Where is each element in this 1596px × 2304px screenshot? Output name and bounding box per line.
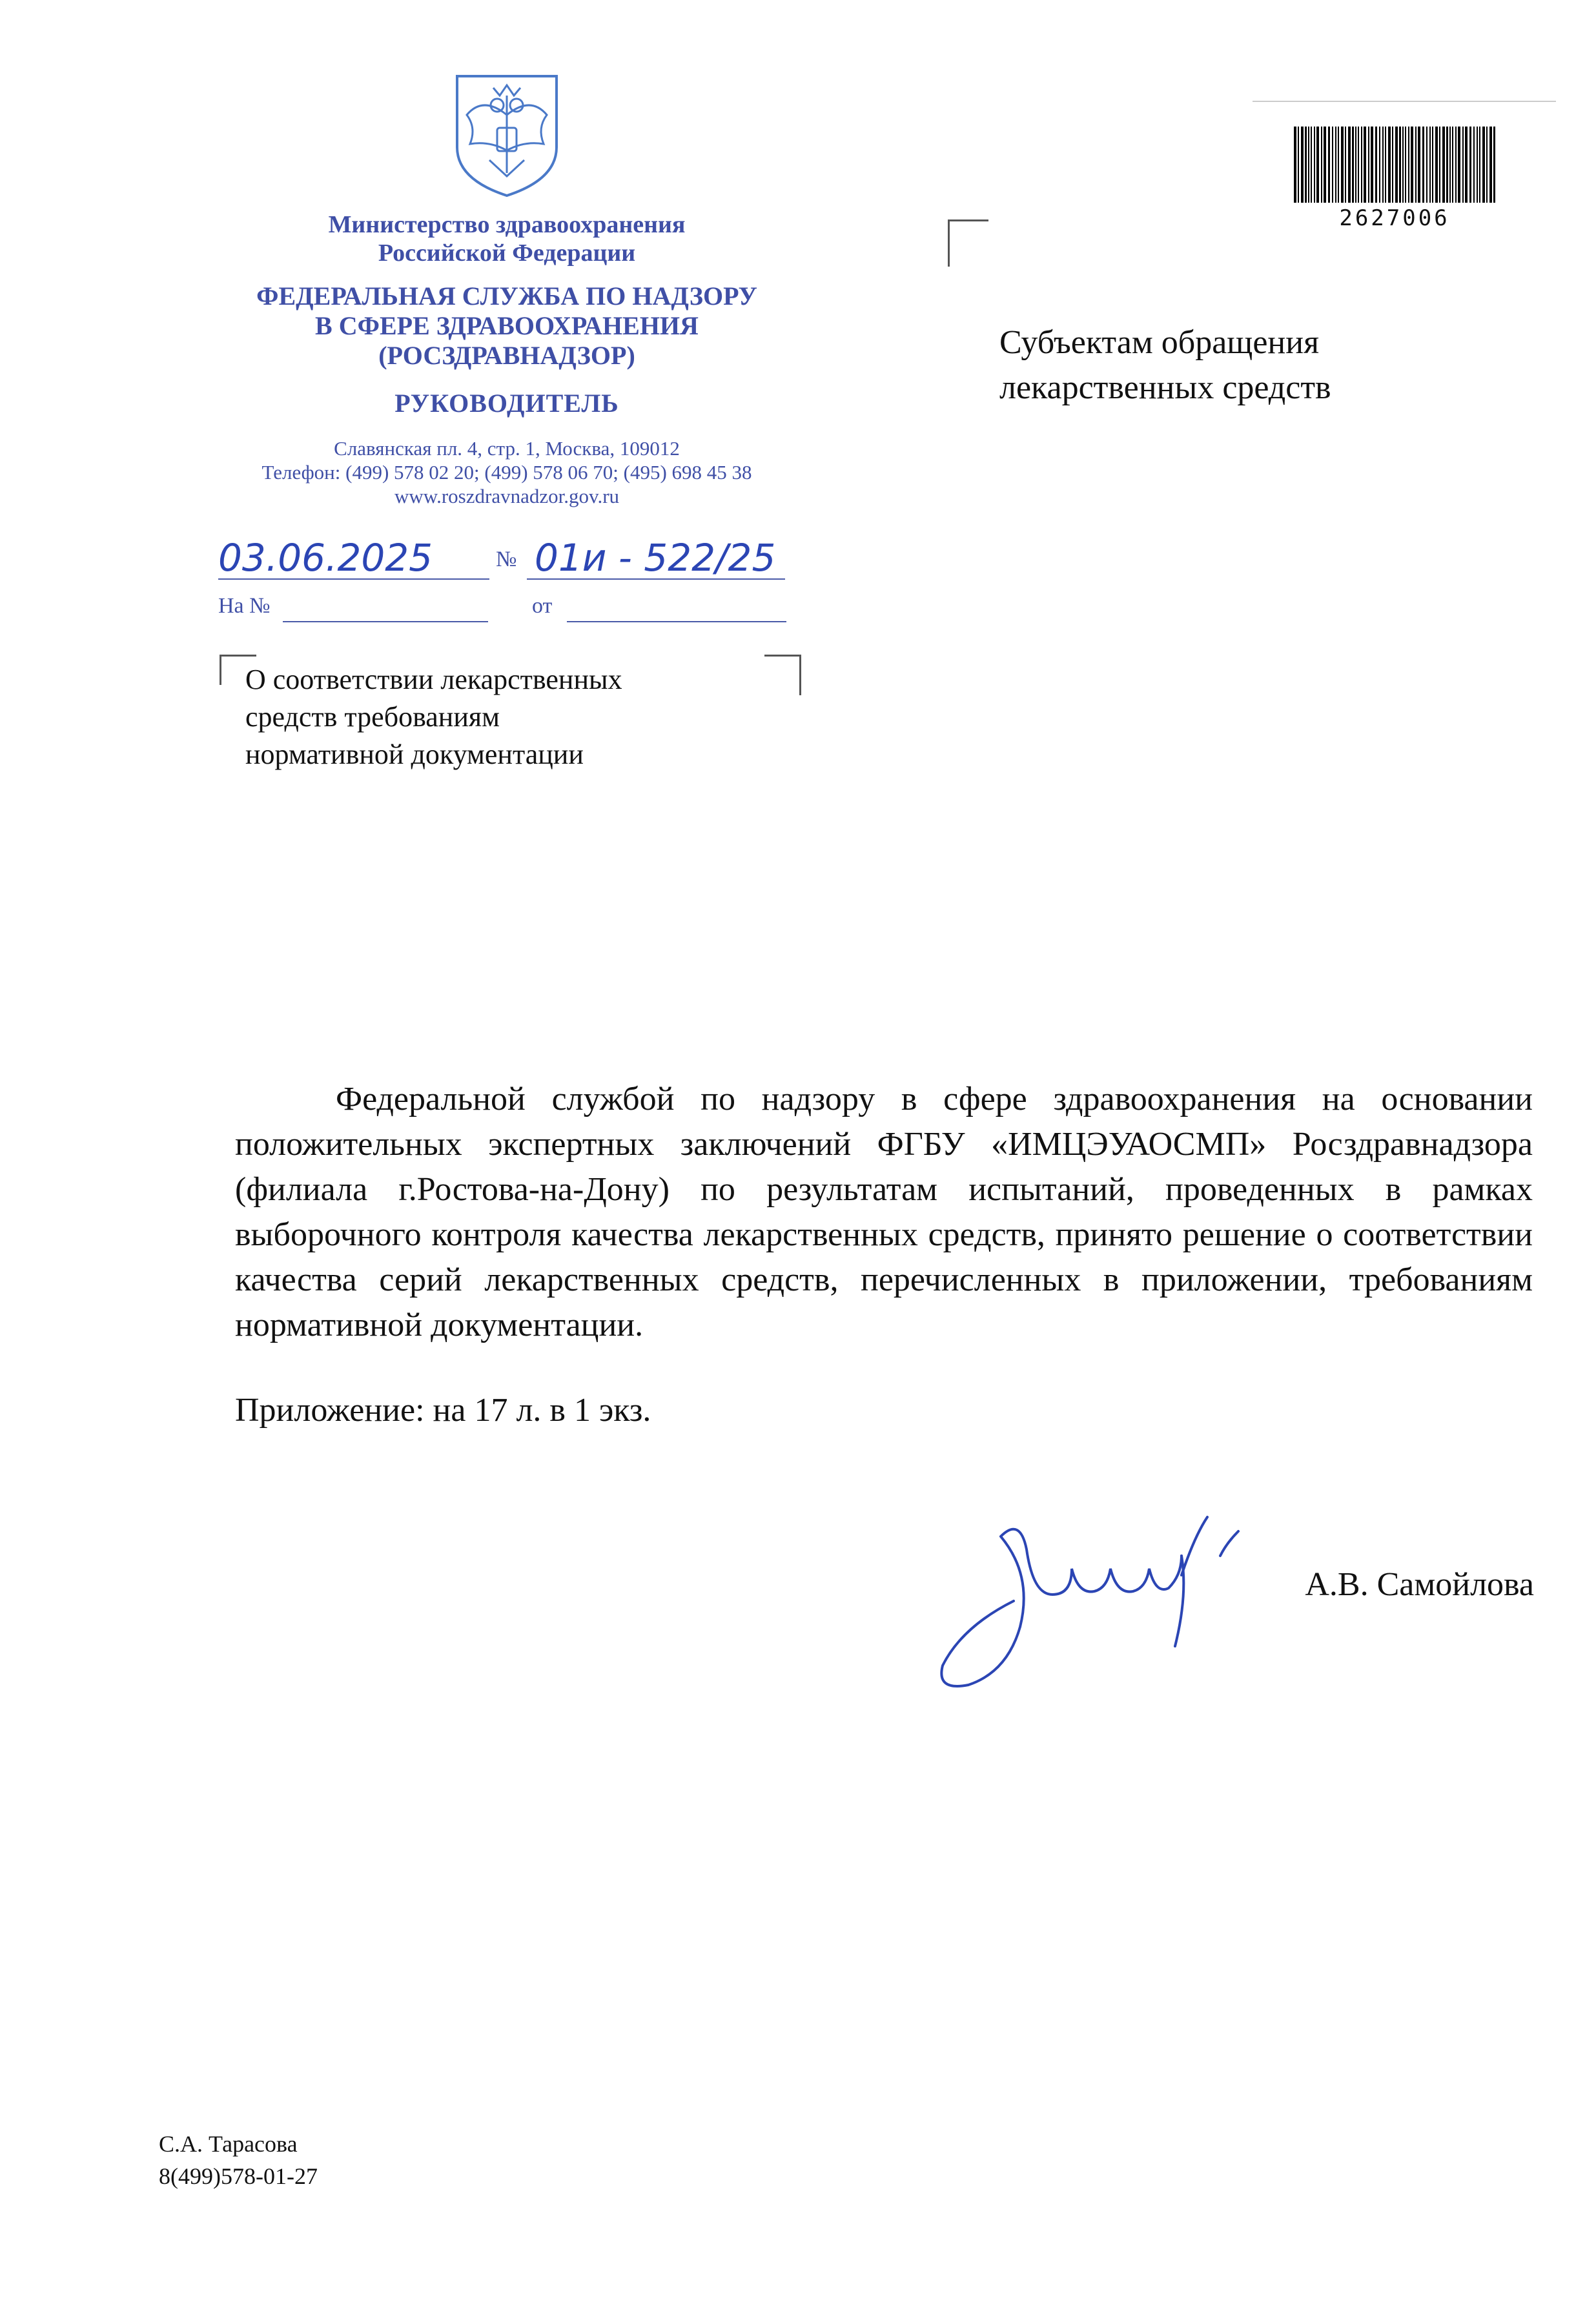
barcode-bar	[1355, 127, 1356, 203]
body-paragraph: Федеральной службой по надзору в сфере здравоохранения на основании положительных экспертных заключений ФГБУ «ИМЦЭУАОСМП» Росздравнадзора (филиала г.Ростова-на-Дону) по результатам испытаний, проведенных в рамках выборочного контроля качества лекарственных средств, принято решение о соответствии качества серий лекарственных средств, перечисленных в приложении, требованиям нормативной документации.	[235, 1081, 1533, 1343]
barcode-bar	[1429, 127, 1431, 203]
barcode-bar	[1385, 127, 1386, 203]
barcode-bar	[1328, 127, 1330, 203]
barcode-bar	[1358, 127, 1359, 203]
reply-to-line	[218, 594, 799, 633]
addressee-corner	[948, 219, 988, 267]
ministry-line-2: Российской Федерации	[378, 240, 636, 267]
barcode-icon	[1291, 127, 1498, 203]
signer-name: А.В. Самойлова	[1305, 1566, 1534, 1603]
service-line-3: (РОСЗДРАВНАДЗОР)	[378, 341, 635, 370]
barcode-bar	[1311, 127, 1312, 203]
from-label: от	[532, 594, 553, 618]
subject-line-2: средств требованиям	[245, 701, 500, 733]
ministry-line-1: Министерство здравоохранения	[328, 211, 686, 238]
subject-line-1: О соответствии лекарственных	[245, 664, 622, 695]
barcode-bar	[1316, 127, 1319, 203]
barcode-bar	[1345, 127, 1346, 203]
barcode-bar	[1422, 127, 1424, 203]
registration-number: 01и - 522/25	[535, 536, 776, 580]
addressee-line-2: лекарственных средств	[999, 369, 1331, 406]
barcode-bar	[1489, 127, 1492, 203]
barcode-bar	[1439, 127, 1440, 203]
barcode-divider	[1253, 101, 1556, 102]
barcode-bar	[1364, 127, 1366, 203]
barcode-bar	[1402, 127, 1404, 203]
barcode-bar	[1321, 127, 1322, 203]
registration-line	[218, 533, 890, 585]
executor-block	[159, 2128, 546, 2192]
barcode-bar	[1308, 127, 1309, 203]
barcode-bar	[1465, 127, 1468, 203]
barcode-bar	[1469, 127, 1471, 203]
barcode-bar	[1418, 127, 1420, 203]
barcode-bar	[1432, 127, 1433, 203]
registration-date: 03.06.2025	[218, 536, 433, 580]
coat-of-arms-icon	[451, 70, 563, 199]
barcode-bar	[1479, 127, 1480, 203]
barcode-bar	[1462, 127, 1464, 203]
executor-phone: 8(499)578-01-27	[159, 2163, 318, 2189]
barcode-bar	[1379, 127, 1380, 203]
phone-numbers: Телефон: (499) 578 02 20; (499) 578 06 70; (495) 698 45 38	[261, 461, 752, 484]
barcode-bar	[1415, 127, 1417, 203]
barcode-bar	[1493, 127, 1495, 203]
executor-name: С.А. Тарасова	[159, 2131, 298, 2157]
subject-line-3: нормативной документации	[245, 739, 584, 770]
barcode-bar	[1486, 127, 1488, 203]
barcode-bar	[1405, 127, 1406, 203]
ministry-name	[213, 210, 801, 267]
barcode-bar	[1298, 127, 1299, 203]
barcode-bar	[1314, 127, 1315, 203]
barcode-bar	[1332, 127, 1333, 203]
barcode-number: 2627006	[1339, 205, 1450, 231]
barcode-bar	[1335, 127, 1336, 203]
barcode-bar	[1449, 127, 1451, 203]
barcode-bar	[1482, 127, 1485, 203]
barcode-bar	[1294, 127, 1296, 203]
contact-block	[213, 436, 801, 508]
service-line-1: ФЕДЕРАЛЬНАЯ СЛУЖБА ПО НАДЗОРУ	[256, 281, 757, 311]
barcode-bar	[1324, 127, 1326, 203]
barcode-bar	[1392, 127, 1393, 203]
barcode-bar	[1458, 127, 1460, 203]
barcode-bar	[1301, 127, 1304, 203]
barcode-bar	[1399, 127, 1401, 203]
barcode-bar	[1338, 127, 1339, 203]
reply-label: На №	[218, 594, 271, 618]
barcode-bar	[1368, 127, 1369, 203]
barcode-bar	[1411, 127, 1413, 203]
handwritten-signature	[923, 1498, 1285, 1691]
service-line-2: В СФЕРЕ ЗДРАВООХРАНЕНИЯ	[315, 311, 699, 340]
website-link[interactable]: www.roszdravnadzor.gov.ru	[394, 485, 620, 507]
barcode-bar	[1452, 127, 1453, 203]
barcode-bar	[1395, 127, 1398, 203]
barcode-bar	[1408, 127, 1409, 203]
barcode-bar	[1375, 127, 1377, 203]
attachment-note: Приложение: на 17 л. в 1 экз.	[235, 1392, 651, 1429]
number-label: №	[496, 547, 517, 571]
barcode-bar	[1361, 127, 1362, 203]
barcode-bar	[1348, 127, 1351, 203]
barcode-bar	[1446, 127, 1448, 203]
postal-address: Славянская пл. 4, стр. 1, Москва, 109012	[334, 437, 680, 460]
subject-block	[245, 661, 775, 773]
barcode-bar	[1305, 127, 1307, 203]
addressee-block	[999, 320, 1451, 411]
barcode-bar	[1426, 127, 1427, 203]
barcode-bar	[1435, 127, 1438, 203]
barcode-bar	[1477, 127, 1478, 203]
barcode-bar	[1442, 127, 1445, 203]
barcode-bar	[1352, 127, 1354, 203]
addressee-line-1: Субъектам обращения	[999, 324, 1319, 361]
barcode-bar	[1473, 127, 1475, 203]
letter-body	[235, 1077, 1533, 1348]
barcode-bar	[1455, 127, 1457, 203]
barcode-bar	[1382, 127, 1384, 203]
barcode-bar	[1341, 127, 1344, 203]
service-name	[213, 281, 801, 371]
barcode-bar	[1388, 127, 1391, 203]
head-title: РУКОВОДИТЕЛЬ	[394, 389, 619, 418]
barcode-bar	[1371, 127, 1373, 203]
